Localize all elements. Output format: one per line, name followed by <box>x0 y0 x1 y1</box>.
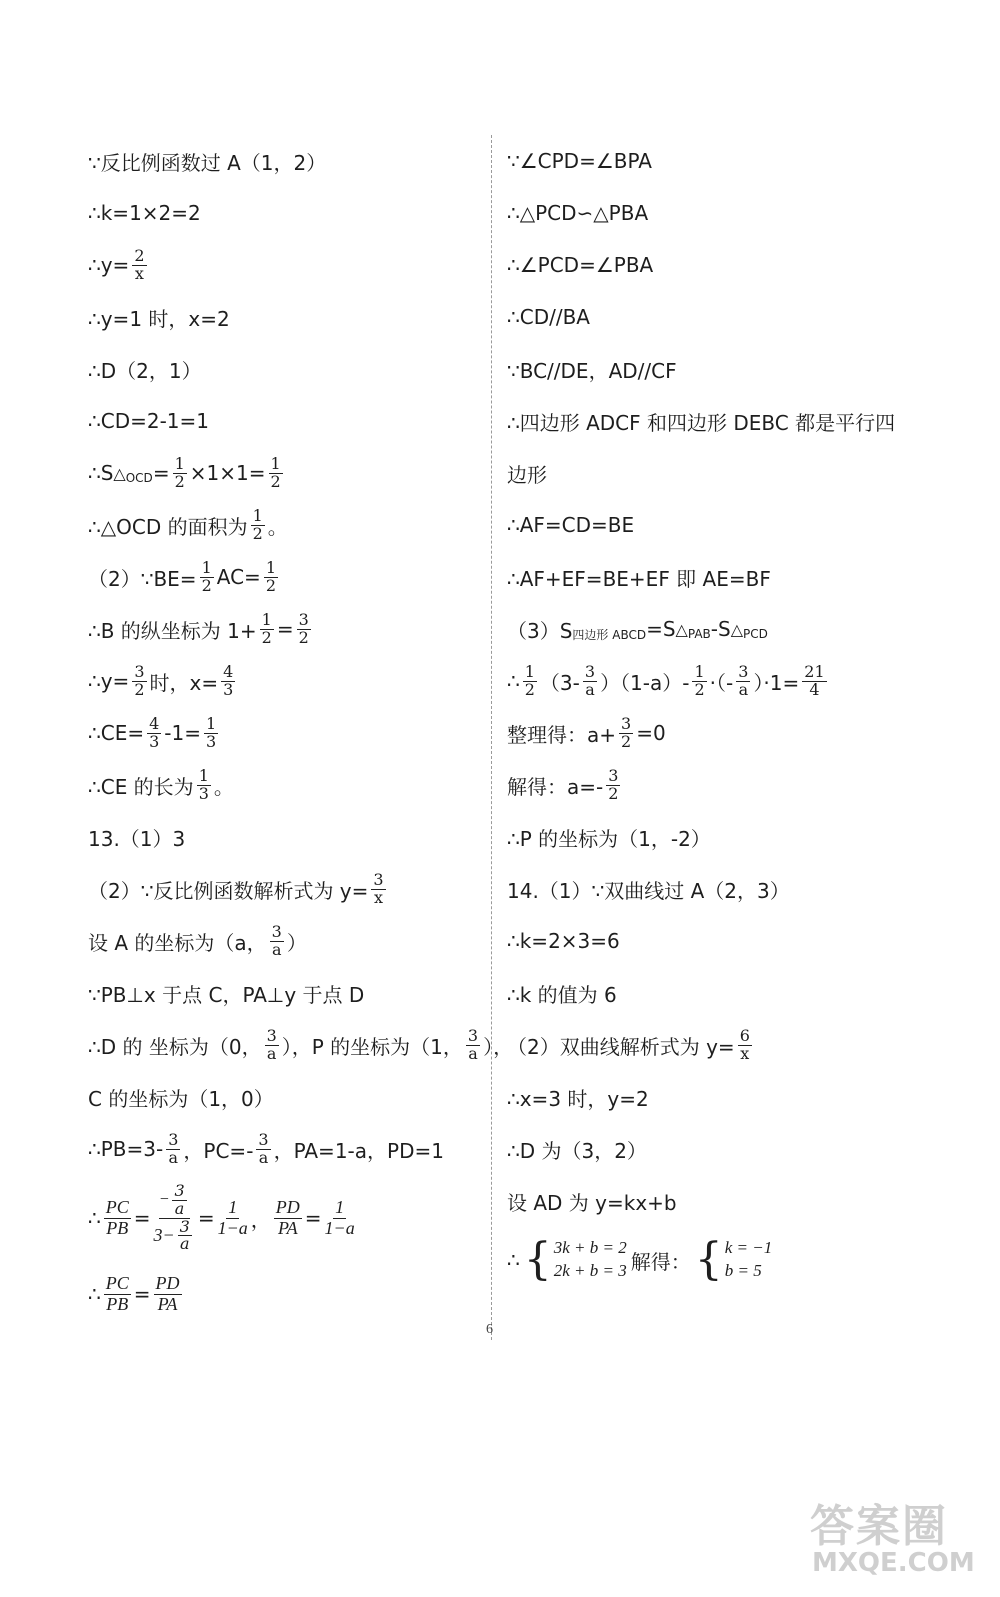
text-line <box>88 499 488 551</box>
text-line <box>507 135 927 187</box>
denominator: PA <box>277 1217 298 1238</box>
line-text: ∴x=3 时，y=2 <box>507 1086 649 1111</box>
numerator: 3 <box>271 921 282 941</box>
text-line <box>88 1175 488 1261</box>
line-text: 3− <box>153 1224 175 1245</box>
line-text: ）， <box>483 1034 514 1059</box>
line-text: ∴k=1×2=2 <box>88 201 201 225</box>
numerator: 3 <box>266 1025 277 1045</box>
equation-rows <box>554 1237 627 1283</box>
text-line <box>507 447 927 499</box>
fraction <box>104 1198 131 1239</box>
fraction <box>132 245 146 283</box>
line-text: = <box>133 1206 151 1230</box>
line-text: =0 <box>636 721 666 745</box>
text-line <box>507 395 927 447</box>
equation-rows <box>725 1237 773 1283</box>
denominator: 4 <box>809 679 820 699</box>
numerator: 1 <box>261 609 272 629</box>
line-text: ∴y=1 时，x=2 <box>88 306 230 331</box>
subscript: PAB <box>687 627 711 641</box>
line-text: ∴四边形 ADCF 和四边形 DEBC 都是平行四 <box>507 410 896 435</box>
watermark-logo <box>800 1490 990 1590</box>
line-text: ∵BC//DE，AD//CF <box>507 358 677 383</box>
text-line <box>507 551 927 603</box>
line-text: 设 A 的坐标为（a， <box>88 930 267 955</box>
fraction <box>264 557 278 595</box>
text-line <box>507 499 927 551</box>
line-text: = <box>133 1282 151 1306</box>
numerator: 3 <box>134 661 145 681</box>
numerator: 3 <box>738 661 749 681</box>
line-text: （2）∵反比例函数解析式为 y= <box>88 878 369 903</box>
fraction <box>736 661 750 699</box>
line-text: ，PC=- <box>183 1138 254 1163</box>
line-text: ）·1= <box>753 670 800 695</box>
line-text: ∴CD//BA <box>507 305 590 329</box>
line-text: ∴△PCD∽△PBA <box>507 201 649 225</box>
text-line <box>88 135 488 187</box>
line-text: = <box>152 461 170 485</box>
denominator: 2 <box>201 575 212 595</box>
fraction <box>218 1198 248 1239</box>
triangle-symbol: △ <box>730 619 744 639</box>
line-text: ∴y= <box>88 253 130 277</box>
denominator: 2 <box>270 471 281 491</box>
equation-system <box>523 1234 627 1285</box>
fraction <box>619 713 633 751</box>
numerator: 1 <box>228 1196 238 1217</box>
fraction <box>297 609 311 647</box>
numerator: 3 <box>584 661 596 681</box>
numerator: 3 <box>621 713 632 733</box>
fraction <box>738 1025 752 1063</box>
line-text: ∴S <box>88 461 114 485</box>
text-line <box>88 239 488 291</box>
denominator: 2 <box>265 575 277 595</box>
subscript: PCD <box>743 627 768 641</box>
numerator: PD <box>155 1272 180 1293</box>
numerator: 1 <box>174 453 185 473</box>
numerator: 3 <box>373 869 384 889</box>
text-line <box>88 1123 488 1175</box>
equation: 3k + b = 2 <box>553 1238 627 1258</box>
line-text: = <box>276 617 294 641</box>
text-line <box>88 603 488 655</box>
line-text: ∴P 的坐标为（1，-2） <box>507 826 711 851</box>
line-text: ∴AF+EF=BE+EF 即 AE=BF <box>507 566 771 591</box>
line-text: 整理得：a+ <box>507 722 617 747</box>
numerator: 21 <box>804 661 825 681</box>
numerator: 1 <box>252 505 263 525</box>
denominator: 1−a <box>217 1217 248 1238</box>
denominator: 2 <box>694 679 705 699</box>
solution-system <box>694 1234 773 1285</box>
text-line <box>88 343 488 395</box>
denominator: 3 <box>205 731 217 751</box>
fraction <box>692 661 706 699</box>
line-text: ∴PB=3- <box>88 1137 164 1161</box>
fraction <box>173 453 187 491</box>
text-line <box>507 1175 927 1227</box>
line-text: ∴AF=CD=BE <box>507 513 635 537</box>
denominator: x <box>134 263 144 283</box>
brace-glyph: { <box>694 1234 723 1285</box>
line-text: =S <box>646 617 676 641</box>
line-text: （3）S <box>507 618 573 643</box>
denominator: PB <box>106 1217 129 1238</box>
line-text: 。 <box>267 514 288 539</box>
numerator: 2 <box>134 245 145 265</box>
fraction <box>197 765 211 803</box>
text-line <box>507 1071 927 1123</box>
fraction <box>466 1025 480 1063</box>
line-text: -1= <box>164 721 201 745</box>
line-text: （3- <box>539 670 580 695</box>
equation: k = −1 <box>724 1238 773 1258</box>
fraction <box>154 1274 182 1315</box>
line-text: （2）双曲线解析式为 y= <box>507 1034 735 1059</box>
line-text: ∴ <box>507 1248 520 1272</box>
line-text: ×1×1= <box>189 461 266 485</box>
numerator: PC <box>105 1196 129 1217</box>
fraction <box>132 661 146 699</box>
numerator: 3 <box>298 609 309 629</box>
numerator: 3 <box>179 1216 190 1236</box>
numerator: PC <box>105 1272 129 1293</box>
line-text: ）（1-a）- <box>600 670 690 695</box>
text-line <box>507 239 927 291</box>
line-text: ∴CD=2-1=1 <box>88 409 209 433</box>
text-line <box>88 187 488 239</box>
text-line <box>88 967 488 1019</box>
line-text: ∴k=2×3=6 <box>507 929 620 953</box>
line-text: 13.（1）3 <box>88 826 186 851</box>
numerator: 1 <box>265 557 277 577</box>
numerator-expression <box>158 1180 190 1218</box>
denominator: x <box>740 1043 750 1063</box>
fraction <box>251 505 265 543</box>
numerator: 3 <box>174 1180 185 1200</box>
line-text: 设 AD 为 y=kx+b <box>507 1190 677 1215</box>
text-line <box>88 811 488 863</box>
denominator: 2 <box>174 471 185 491</box>
text-line <box>507 1123 927 1175</box>
line-text: ∴CE= <box>88 721 145 745</box>
fraction <box>371 869 385 907</box>
page-number: 6 <box>486 1322 493 1337</box>
denominator: a <box>266 1043 277 1063</box>
numerator: 1 <box>694 661 705 681</box>
line-text: ， <box>250 1207 271 1232</box>
text-line <box>88 291 488 343</box>
line-text: ∴D 的 坐标为（0， <box>88 1034 262 1059</box>
denominator: a <box>179 1234 190 1254</box>
watermark-text: 答案圈 <box>810 1501 948 1552</box>
numerator: 3 <box>608 765 619 785</box>
line-text: C 的坐标为（1，0） <box>88 1086 274 1111</box>
text-line <box>88 863 488 915</box>
numerator: 1 <box>335 1196 345 1217</box>
fraction <box>270 921 284 959</box>
triangle-symbol: △ <box>113 463 126 483</box>
text-line <box>88 915 488 967</box>
line-text: ∵反比例函数过 A（1，2） <box>88 150 327 175</box>
text-line <box>88 551 488 603</box>
line-text: ∵PB⊥x 于点 C，PA⊥y 于点 D <box>88 982 365 1007</box>
watermark-url: MXQE.COM <box>812 1548 975 1578</box>
numerator: 1 <box>201 557 212 577</box>
line-text: 时，x= <box>149 670 219 695</box>
text-line <box>88 1261 488 1327</box>
line-text: ），P 的坐标为（1， <box>281 1034 463 1059</box>
line-text: = <box>197 1206 215 1230</box>
fraction <box>260 609 274 647</box>
fraction <box>200 557 214 595</box>
numerator: 4 <box>223 661 234 681</box>
denominator: a <box>271 939 282 959</box>
line-text: ∴D（2，1） <box>88 358 202 383</box>
numerator: PD <box>275 1196 300 1217</box>
line-text: 。 <box>213 774 234 799</box>
brace-glyph: { <box>523 1234 552 1285</box>
line-text: ∴ <box>88 1206 101 1230</box>
fraction <box>178 1216 192 1254</box>
text-line <box>507 187 927 239</box>
line-text: ，PA=1-a，PD=1 <box>273 1138 444 1163</box>
line-text: ∴y= <box>88 669 130 693</box>
text-line <box>507 915 927 967</box>
fraction <box>166 1129 180 1167</box>
line-text: 解得：a=- <box>507 774 604 799</box>
text-line <box>507 759 927 811</box>
line-text: -S <box>710 617 731 641</box>
line-text: ∴∠PCD=∠PBA <box>507 253 654 277</box>
denominator: a <box>174 1198 185 1218</box>
complex-fraction <box>153 1180 195 1254</box>
line-text: ∴CE 的长为 <box>88 774 194 799</box>
denominator: a <box>468 1043 478 1063</box>
line-text: ∵∠CPD=∠BPA <box>507 149 652 173</box>
denominator: 2 <box>298 627 309 647</box>
numerator: 1 <box>205 713 217 733</box>
line-text: 边形 <box>507 462 547 487</box>
right-column <box>507 135 927 1293</box>
fraction <box>265 1025 279 1063</box>
denominator: 2 <box>621 731 632 751</box>
fraction <box>204 713 218 751</box>
fraction <box>256 1129 270 1167</box>
denominator: 1−a <box>324 1217 355 1238</box>
fraction <box>104 1274 131 1315</box>
numerator: 1 <box>270 453 281 473</box>
text-line <box>88 395 488 447</box>
denominator: 3 <box>198 783 209 803</box>
numerator: 3 <box>258 1129 269 1149</box>
text-line <box>507 291 927 343</box>
fraction <box>147 713 161 751</box>
text-line <box>507 1019 927 1071</box>
fraction <box>583 661 597 699</box>
line-text: ∴ <box>507 669 520 693</box>
fraction <box>172 1180 186 1218</box>
denominator: 2 <box>261 627 272 647</box>
denominator: PB <box>106 1293 129 1314</box>
equation: b = 5 <box>724 1261 762 1280</box>
denominator: a <box>738 679 749 699</box>
denominator: x <box>373 887 384 907</box>
text-line <box>88 759 488 811</box>
fraction <box>269 453 283 491</box>
denominator: 2 <box>524 679 535 699</box>
text-line <box>507 811 927 863</box>
numerator: 6 <box>739 1025 750 1045</box>
numerator: 1 <box>198 765 209 785</box>
numerator: 3 <box>168 1129 179 1149</box>
line-text: 14.（1）∵双曲线过 A（2，3） <box>507 878 790 903</box>
line-text: ） <box>286 930 307 955</box>
text-line <box>88 1071 488 1123</box>
fraction <box>221 661 235 699</box>
denominator: 2 <box>134 679 145 699</box>
denominator: 3 <box>149 731 160 751</box>
line-text: = <box>304 1206 322 1230</box>
numerator <box>158 1180 190 1219</box>
minus-sign: − <box>158 1191 170 1209</box>
line-text: ∴B 的纵坐标为 1+ <box>88 618 257 643</box>
text-line <box>507 343 927 395</box>
text-line <box>88 707 488 759</box>
fraction <box>802 661 826 699</box>
text-line <box>88 447 488 499</box>
triangle-symbol: △ <box>675 619 688 639</box>
equation: 2k + b = 3 <box>553 1261 627 1280</box>
line-text: 解得： <box>630 1249 691 1274</box>
denominator: 2 <box>608 783 619 803</box>
subscript: OCD <box>125 471 153 485</box>
denominator: 2 <box>252 523 263 543</box>
subscript: 四边形 ABCD <box>572 627 647 642</box>
denominator <box>153 1216 195 1254</box>
numerator: 3 <box>467 1025 479 1045</box>
numerator: 1 <box>524 661 535 681</box>
text-line <box>507 863 927 915</box>
text-line <box>507 1227 927 1293</box>
line-text: AC= <box>216 565 261 589</box>
line-text: ∴△OCD 的面积为 <box>88 514 248 539</box>
column-divider <box>491 135 492 1340</box>
left-column <box>88 135 514 1327</box>
line-text: （2）∵BE= <box>88 566 197 591</box>
fraction <box>274 1198 302 1239</box>
denominator: PA <box>157 1293 178 1314</box>
text-line <box>507 655 927 707</box>
text-line <box>88 1019 514 1071</box>
text-line <box>507 603 927 655</box>
denominator: 3 <box>223 679 234 699</box>
line-text: ∴k 的值为 6 <box>507 982 617 1007</box>
line-text: ∴D 为（3，2） <box>507 1138 647 1163</box>
line-text: ·（- <box>709 670 734 695</box>
fraction <box>325 1198 355 1239</box>
numerator: 4 <box>149 713 160 733</box>
text-line <box>88 655 488 707</box>
line-text: ∴ <box>88 1282 101 1306</box>
text-line <box>507 707 927 759</box>
fraction <box>523 661 537 699</box>
fraction <box>606 765 620 803</box>
text-line <box>507 967 927 1019</box>
denominator: a <box>585 679 595 699</box>
denominator: a <box>168 1147 179 1167</box>
denominator: a <box>258 1147 269 1167</box>
